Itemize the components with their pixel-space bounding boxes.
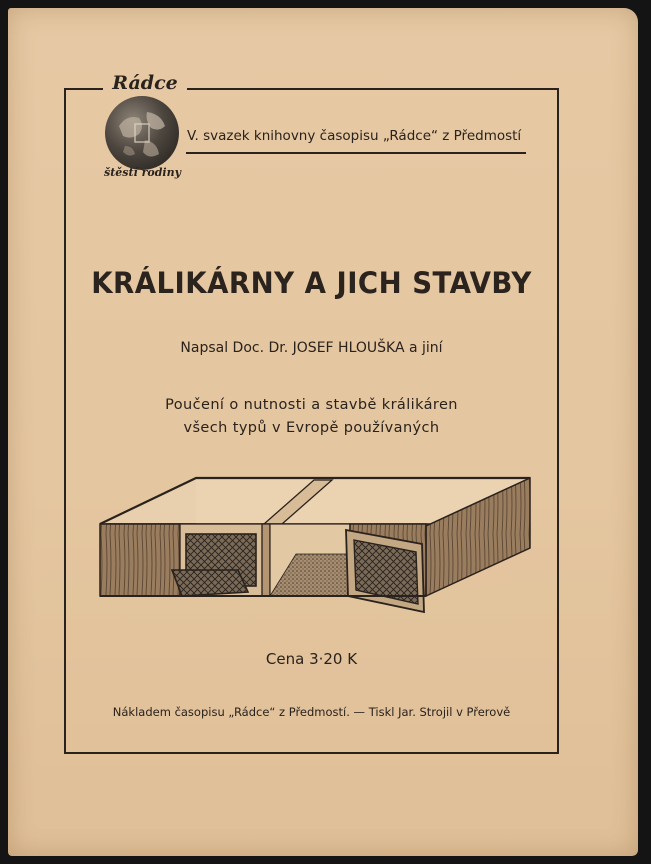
- author-prefix: Napsal Doc. Dr.: [180, 340, 293, 356]
- frame-border-bottom: [64, 752, 559, 754]
- document-title: KRÁLIKÁRNY A JICH STAVBY: [91, 266, 532, 300]
- globe-icon: [105, 96, 179, 170]
- publisher-logo: [95, 72, 190, 184]
- rabbit-hutch-illustration: [96, 474, 536, 624]
- subtitle: [66, 394, 557, 440]
- series-line: V. svazek knihovny časopisu „Rádce“ z Předmostí: [187, 128, 522, 144]
- logo-motto: štěstí rodiny: [104, 166, 181, 179]
- logo-name: Rádce: [103, 72, 187, 94]
- publisher-line: Nákladem časopisu „Rádce“ z Předmostí. — Tiskl Jar. Strojil v Přerově: [112, 705, 511, 719]
- header-rule: [186, 152, 526, 154]
- author-line: [66, 340, 557, 356]
- author-suffix: a jiní: [404, 340, 443, 356]
- frame-border-right: [557, 88, 559, 754]
- price: Cena 3·20 K: [265, 650, 358, 668]
- author-name: JOSEF HLOUŠKA: [292, 340, 405, 356]
- subtitle-line-1: Poučení o nutnosti a stavbě králikáren: [165, 397, 458, 413]
- subtitle-line-2: všech typů v Evropě používaných: [183, 420, 440, 436]
